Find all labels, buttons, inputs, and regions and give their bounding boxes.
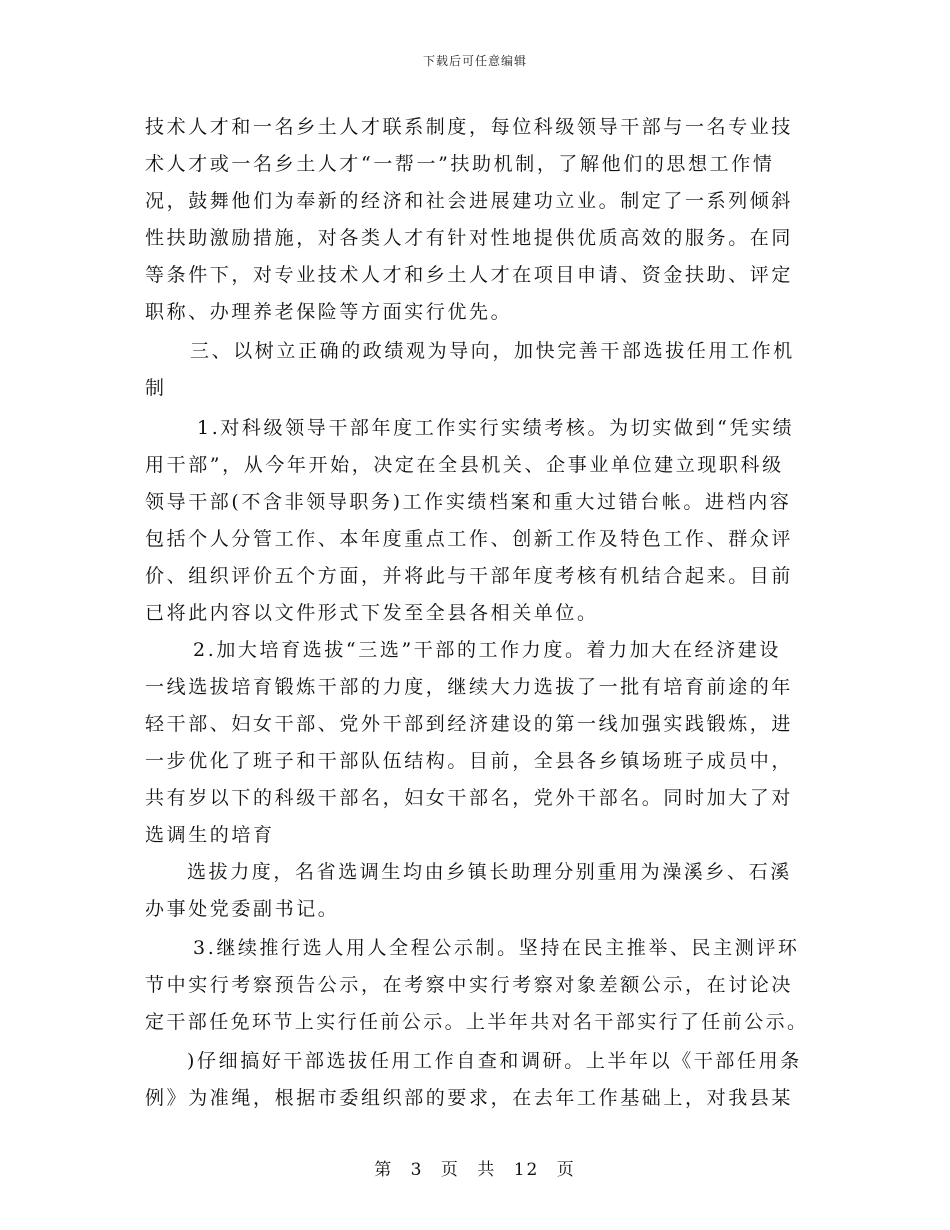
text-line: 一线选拔培育锻炼干部的力度，继续大力选拔了一批有培育前途的年 — [145, 676, 794, 698]
text-line: 定干部任免环节上实行任前公示。上半年共对名干部实行了任前公示。 — [145, 1011, 809, 1033]
text-line: 节中实行考察预告公示，在考察中实行考察对象差额公示，在讨论决 — [145, 974, 794, 996]
text-line: 性扶助激励措施，对各类人才有针对性地提供优质高效的服务。在同 — [145, 227, 794, 249]
text-line: )仔细搞好干部选拔任用工作自查和调研。上半年以《干部任用条 — [187, 1050, 802, 1072]
text-line: 价、组织评价五个方面，并将此与干部年度考核有机结合起来。目前 — [145, 565, 794, 587]
text-line: 2.加大培育选拔“三选”干部的工作力度。着力加大在经济建设 — [193, 639, 781, 661]
text-line: 领导干部(不含非领导职务)工作实绩档案和重大过错台帐。进档内容 — [145, 491, 792, 513]
text-line: 选调生的培育 — [145, 824, 275, 846]
text-line: 已将此内容以文件形式下发至全县各相关单位。 — [145, 602, 599, 624]
section-heading: 三、以树立正确的政绩观为导向，加快完善干部选拔任用工作机 — [190, 340, 795, 362]
text-line: 术人才或一名乡土人才“一帮一”扶助机制，了解他们的思想工作情 — [145, 153, 775, 175]
text-line: 选拔力度，名省选调生均由乡镇长助理分别重用为澡溪乡、石溪 — [187, 861, 792, 883]
text-line: 1.对科级领导干部年度工作实行实绩考核。为切实做到“凭实绩 — [197, 417, 795, 439]
text-line: 包括个人分管工作、本年度重点工作、创新工作及特色工作、群众评 — [145, 528, 794, 550]
text-line: 等条件下，对专业技术人才和乡土人才在项目申请、资金扶助、评定 — [145, 264, 794, 286]
page-footer: 第 3 页 共 12 页 — [374, 1160, 576, 1180]
text-line: 用干部”，从今年开始，决定在全县机关、企事业单位建立现职科级 — [145, 454, 784, 476]
text-line: 轻干部、妇女干部、党外干部到经济建设的第一线加强实践锻炼，进 — [145, 713, 794, 735]
text-line: 一步优化了班子和干部队伍结构。目前，全县各乡镇场班子成员中， — [145, 750, 794, 772]
text-line: 职称、办理养老保险等方面实行优先。 — [145, 301, 513, 323]
text-line: 例》为准绳，根据市委组织部的要求，在去年工作基础上，对我县某 — [145, 1087, 794, 1109]
section-heading-cont: 制 — [145, 377, 167, 399]
text-line: 共有岁以下的科级干部名，妇女干部名，党外干部名。同时加大了对 — [145, 787, 794, 809]
text-line: 况，鼓舞他们为奉新的经济和社会进展建功立业。制定了一系列倾斜 — [145, 190, 794, 212]
page-header: 下载后可任意编辑 — [422, 54, 527, 68]
text-line: 技术人才和一名乡土人才联系制度，每位科级领导干部与一名专业技 — [145, 116, 794, 138]
text-line: 3.继续推行选人用人全程公示制。坚持在民主推举、民主测评环 — [193, 937, 800, 959]
text-line: 办事处党委副书记。 — [145, 898, 340, 920]
